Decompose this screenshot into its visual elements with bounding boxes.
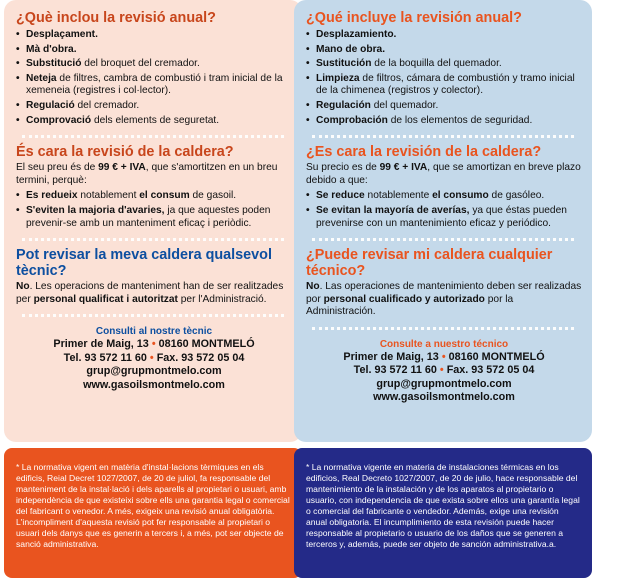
dotted-divider bbox=[312, 238, 574, 241]
list-item: • Desplazamiento. bbox=[306, 29, 582, 42]
contact-block bbox=[306, 338, 582, 405]
list-item: • S'eviten la majoria d'avaries, ja que aquestes poden prevenir-se amb un manteniment eficaç i periòdic. bbox=[16, 205, 292, 230]
list-item: • Es redueix notablement el consum de gasoil. bbox=[16, 190, 292, 203]
revision-includes-list bbox=[16, 29, 292, 127]
price-paragraph: El seu preu és de 99 € + IVA, que s'amortitzen en un breu termini, perquè: bbox=[16, 162, 278, 186]
legal-note bbox=[294, 448, 592, 578]
legal-note-text: * La normativa vigente en materia de instalaciones térmicas en los edificios, Real Decreto 1027/2007, de 20 de julio, hace responsable del mantenimiento de la instalación y de los aparatos al propietario o usuario, con independencia de que exista sobre ellos una garantía legal o comercial del fabricante o vendedor. Además, exige una revisión anual obligatoria. El incumplimiento de esta revisión puede hacer responsable al propietario o usuario de los daños que se generen a terceros y, además, puede ser objeto de sanción administrativa.a. bbox=[306, 462, 580, 549]
technician-paragraph: No. Les operacions de manteniment han de ser realitzades per personal qualificat i autoritzat per l'Administració. bbox=[16, 281, 284, 305]
list-item: • Se evitan la mayoría de averías, ya que éstas pueden prevenirse con un mantenimiento eficaz y periódico. bbox=[306, 205, 582, 230]
email-link[interactable]: grup@grupmontmelo.com bbox=[86, 365, 222, 378]
list-item: • Limpieza de filtros, cámara de combustión y tramo inicial de la chimenea (registros y colector). bbox=[306, 73, 582, 98]
dotted-divider bbox=[312, 327, 574, 330]
section-title-technician: ¿Puede revisar mi caldera cualquier técnico? bbox=[306, 247, 553, 280]
list-item: • Regulación del quemador. bbox=[306, 100, 582, 113]
dotted-divider bbox=[312, 135, 574, 138]
address-line: Primer de Maig, 13 • 08160 MONTMELÓ bbox=[53, 338, 255, 351]
list-item: • Desplaçament. bbox=[16, 29, 292, 42]
catalan-info-card bbox=[4, 0, 302, 442]
email-link[interactable]: grup@grupmontmelo.com bbox=[376, 377, 512, 390]
list-item: • Sustitución de la boquilla del quemador. bbox=[306, 58, 582, 71]
legal-note-text: * La normativa vigent en matèria d'instal·lacions tèrmiques en els edificis, Reial Decret 1027/2007, de 20 de juliol, fa responsable del manteniment de la instal·lació i dels aparells al propietari o usuari, amb independència de que existeixi sobre ells una garantia legal o comercial del fabricant o venedor. A més, exigeix una revisió anual obligatòria. L'incompliment d'aquesta revisió pot fer responsable al propietari o usuari dels danys que es generin a tercers i, a més, pot ser objecte de sanció administrativa. bbox=[16, 462, 290, 549]
dotted-divider bbox=[22, 314, 284, 317]
dotted-divider bbox=[22, 238, 284, 241]
technician-paragraph: No. Las operaciones de mantenimiento deben ser realizadas por personal cualificado y autorizado por la Administración. bbox=[306, 281, 582, 318]
dotted-divider bbox=[22, 135, 284, 138]
section-title-cost: És cara la revisió de la caldera? bbox=[16, 144, 234, 161]
address-line: Primer de Maig, 13 • 08160 MONTMELÓ bbox=[343, 350, 545, 363]
phone-line: Tel. 93 572 11 60 • Fax. 93 572 05 04 bbox=[353, 364, 535, 377]
list-item: • Se reduce notablemente el consumo de gasóleo. bbox=[306, 190, 582, 203]
contact-title: Consulti al nostre tècnic bbox=[95, 326, 213, 338]
list-item: • Comprobación de los elementos de seguridad. bbox=[306, 115, 582, 128]
section-title-annual-revision: ¿Qué incluye la revisión anual? bbox=[306, 10, 522, 26]
list-item: • Mano de obra. bbox=[306, 44, 582, 57]
list-item: • Neteja de filtres, cambra de combustió i tram inicial de la xemeneia (registres i col·lector). bbox=[16, 73, 292, 98]
savings-list bbox=[16, 190, 292, 230]
website-link[interactable]: www.gasoilsmontmelo.com bbox=[373, 391, 515, 404]
list-item: • Substitució del broquet del cremador. bbox=[16, 58, 292, 71]
price-paragraph: Su precio es de 99 € + IVA, que se amortizan en breve plazo debido a que: bbox=[306, 162, 581, 186]
contact-block bbox=[16, 325, 292, 392]
savings-list bbox=[306, 190, 582, 230]
section-title-cost: ¿Es cara la revisión de la caldera? bbox=[306, 144, 542, 161]
legal-note bbox=[4, 448, 302, 578]
revision-includes-list bbox=[306, 29, 582, 127]
section-title-technician: Pot revisar la meva caldera qualsevol tècnic? bbox=[16, 247, 272, 280]
section-title-annual-revision: ¿Què inclou la revisió anual? bbox=[16, 10, 216, 26]
spanish-info-card bbox=[294, 0, 592, 442]
list-item: • Mà d'obra. bbox=[16, 44, 292, 57]
phone-line: Tel. 93 572 11 60 • Fax. 93 572 05 04 bbox=[63, 351, 245, 364]
website-link[interactable]: www.gasoilsmontmelo.com bbox=[83, 378, 225, 391]
contact-title: Consulte a nuestro técnico bbox=[379, 338, 509, 350]
list-item: • Regulació del cremador. bbox=[16, 100, 292, 113]
list-item: • Comprovació dels elements de seguretat. bbox=[16, 115, 292, 128]
